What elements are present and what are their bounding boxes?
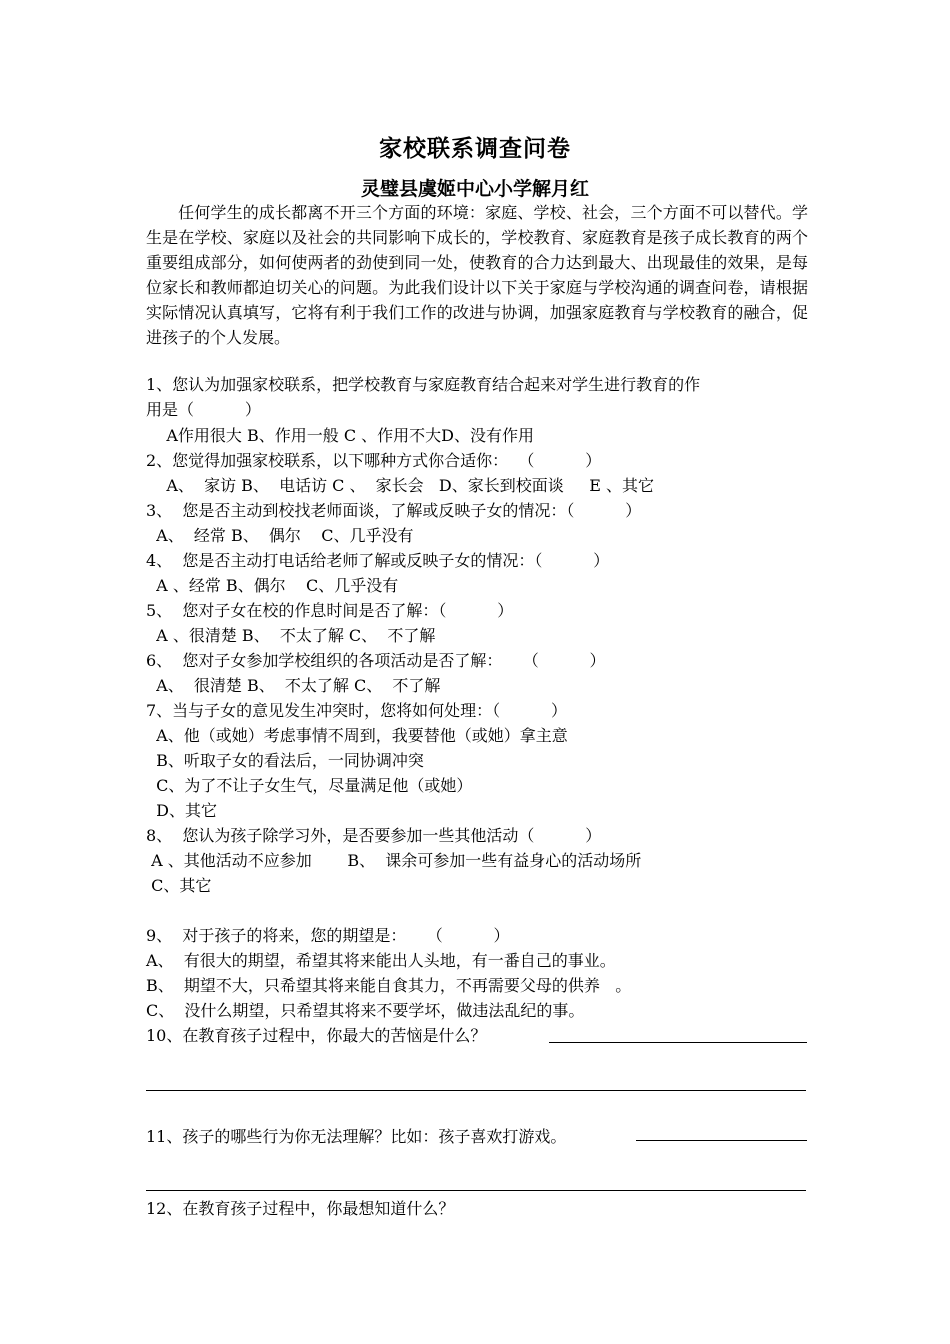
question-6-options: A、 很清楚 B、 不太了解 C、 不了解	[146, 676, 441, 695]
question-2-options: A、 家访 B、 电话访 C 、 家长会 D、家长到校面谈 E 、其它	[146, 476, 654, 495]
question-7-option-d: D、其它	[146, 801, 218, 820]
question-3-options: A、 经常 B、 偶尔 C、几乎没有	[146, 526, 414, 545]
question-1-options: A作用很大 B、作用一般 C 、作用不大D、没有作用	[146, 426, 534, 445]
question-10-answer-line-1[interactable]	[549, 1042, 807, 1043]
question-12: 12、在教育孩子过程中，你最想知道什么？	[146, 1199, 455, 1218]
question-7-option-c: C、为了不让子女生气，尽量满足他（或她）	[146, 776, 473, 795]
question-9-option-a: A、 有很大的期望，希望其将来能出人头地，有一番自己的事业。	[146, 951, 616, 970]
question-11: 11、孩子的哪些行为你无法理解？比如：孩子喜欢打游戏。	[146, 1127, 567, 1146]
question-8: 8、 您认为孩子除学习外，是否要参加一些其他活动（ ）	[146, 826, 602, 845]
question-5-options: A 、很清楚 B、 不太了解 C、 不了解	[146, 626, 436, 645]
question-10: 10、在教育孩子过程中，你最大的苦恼是什么？	[146, 1026, 487, 1045]
page-subtitle: 灵璧县虞姬中心小学解月红	[360, 178, 589, 200]
question-9-option-c: C、 没什么期望，只希望其将来不要学坏，做违法乱纪的事。	[146, 1001, 585, 1020]
question-2: 2、您觉得加强家校联系，以下哪种方式你合适你： （ ）	[146, 451, 602, 470]
question-9-option-b: B、 期望不大，只希望其将来能自食其力，不再需要父母的供养 。	[146, 976, 632, 995]
question-5: 5、 您对子女在校的作息时间是否了解：（ ）	[146, 601, 514, 620]
question-7: 7、当与子女的意见发生冲突时，您将如何处理：（ ）	[146, 701, 568, 720]
question-3: 3、 您是否主动到校找老师面谈，了解或反映子女的情况：（ ）	[146, 501, 642, 520]
question-4: 4、 您是否主动打电话给老师了解或反映子女的情况：（ ）	[146, 551, 610, 570]
intro-text: 任何学生的成长都离不开三个方面的环境：家庭、学校、社会，三个方面不可以替代。学生是在学校、家庭以及社会的共同影响下成长的，学校教育、家庭教育是孩子成长教育的两个重要组成部分，如何使两者的劲使到同一处，使教育的合力达到最大、出现最佳的效果，是每位家长和教师都迫切关心的问题。为此我们设计以下关于家庭与学校沟通的调查问卷，请根据实际情况认真填写，它将有利于我们工作的改进与协调，加强家庭教育与学校教育的融合，促进孩子的个人发展。	[146, 203, 808, 347]
question-8-options: A 、其他活动不应参加 B、 课余可参加一些有益身心的活动场所	[146, 851, 642, 870]
question-4-options: A 、经常 B、偶尔 C、几乎没有	[146, 576, 399, 595]
question-1: 1、您认为加强家校联系，把学校教育与家庭教育结合起来对学生进行教育的作	[146, 375, 701, 394]
page-title: 家校联系调查问卷	[379, 135, 571, 162]
question-7-option-b: B、听取子女的看法后，一同协调冲突	[146, 751, 424, 770]
question-11-answer-line-1[interactable]	[636, 1140, 807, 1141]
intro-paragraph	[146, 200, 808, 350]
question-6: 6、 您对子女参加学校组织的各项活动是否了解： （ ）	[146, 651, 606, 670]
question-11-answer-line-2[interactable]	[146, 1190, 806, 1191]
question-8-option-c: C、其它	[146, 876, 212, 895]
question-9: 9、 对于孩子的将来，您的期望是： （ ）	[146, 926, 510, 945]
question-7-option-a: A、他（或她）考虑事情不周到，我要替他（或她）拿主意	[146, 726, 568, 745]
question-1-cont: 用是（ ）	[146, 400, 261, 419]
question-10-answer-line-2[interactable]	[146, 1090, 806, 1091]
